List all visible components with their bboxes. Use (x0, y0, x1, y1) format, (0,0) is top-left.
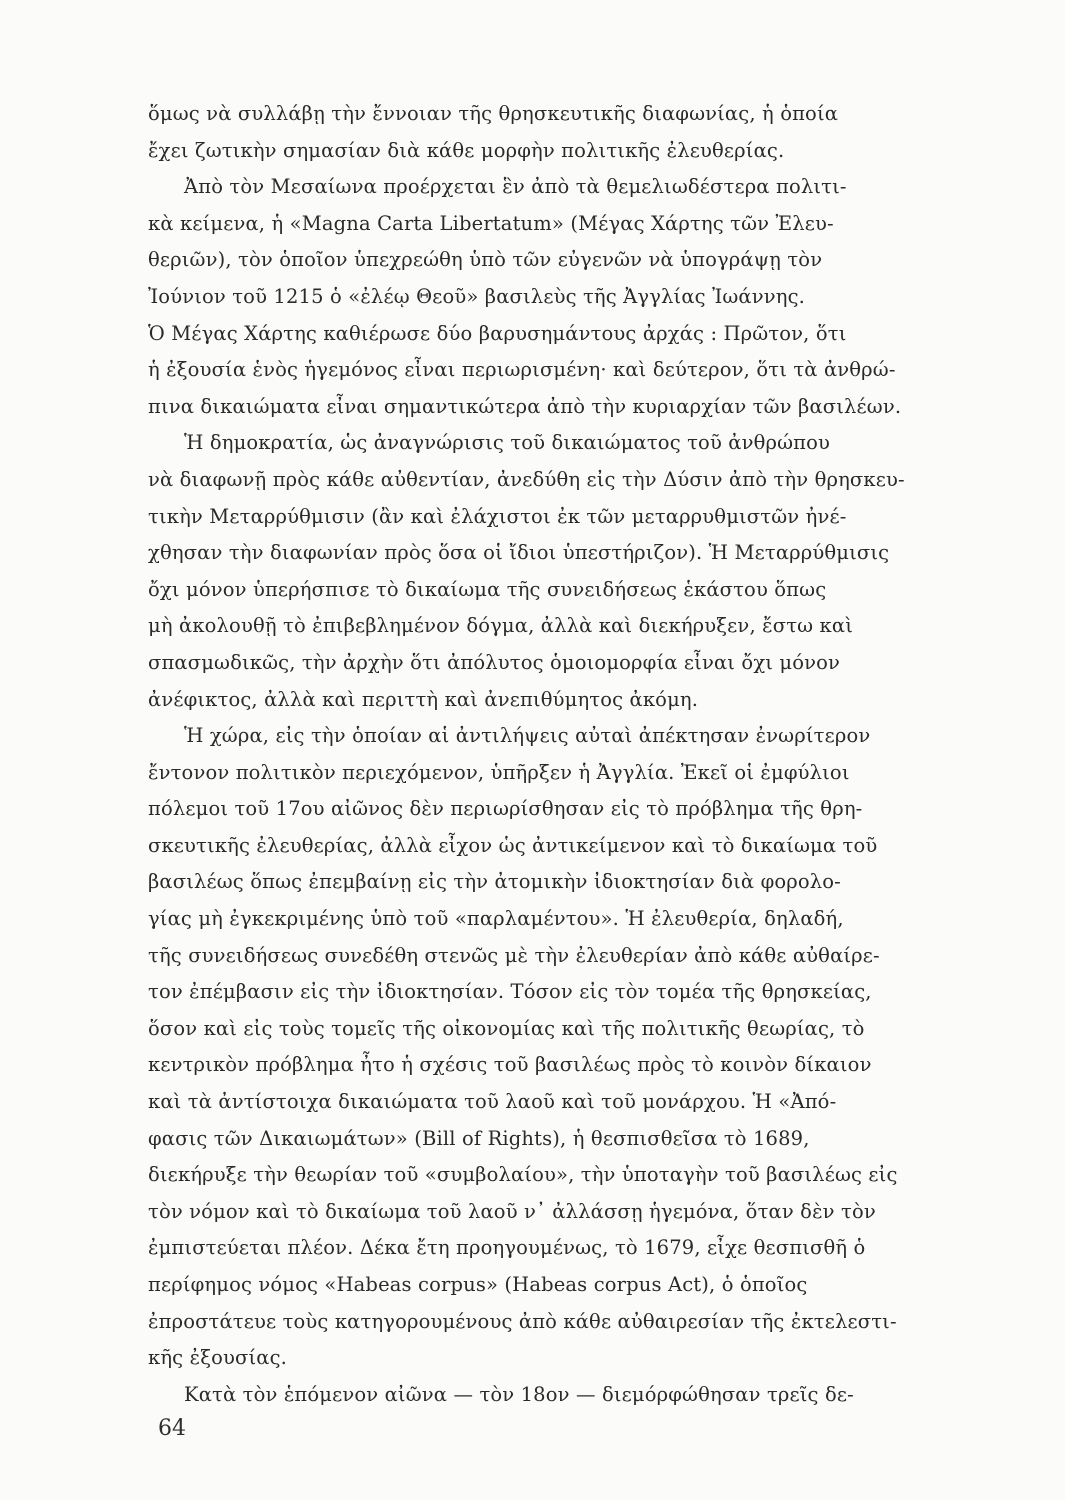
text-line: κεντρικὸν πρόβλημα ἦτο ἡ σχέσις τοῦ βασιλέως πρὸς τὸ κοινὸν δίκαιον (148, 1053, 872, 1077)
page-number: 64 (158, 1416, 186, 1441)
text-line: κῆς ἐξουσίας. (148, 1346, 287, 1370)
text-line: ὅσον καὶ εἰς τοὺς τομεῖς τῆς οἰκονομίας καὶ τῆς πολιτικῆς θεωρίας, τὸ (148, 1016, 865, 1040)
body-text (148, 96, 1006, 1413)
text-line: Ἀπὸ τὸν Μεσαίωνα προέρχεται ἓν ἀπὸ τὰ θεμελιωδέστερα πολιτι- (184, 175, 847, 199)
text-line: περίφημος νόμος «Habeas corpus» (Habeas corpus Act), ὁ ὁποῖος (148, 1273, 808, 1296)
text-line: γίας μὴ ἐγκεκριμένης ὑπὸ τοῦ «παρλαμέντου». Ἡ ἐλευθερία, δηλαδή, (148, 907, 844, 931)
text-line: φασις τῶν Δικαιωμάτων» (Bill of Rights), ἡ θεσπισθεῖσα τὸ 1689, (148, 1126, 810, 1150)
text-line: τον ἐπέμβασιν εἰς τὴν ἰδιοκτησίαν. Τόσον εἰς τὸν τομέα τῆς θρησκείας, (148, 980, 872, 1004)
text-line: ἐπροστάτευε τοὺς κατηγορουμένους ἀπὸ κάθε αὐθαιρεσίαν τῆς ἐκτελεστι- (148, 1309, 897, 1333)
text-line: τὸν νόμον καὶ τὸ δικαίωμα τοῦ λαοῦ ν᾿ ἀλλάσσῃ ἡγεμόνα, ὅταν δὲν τὸν (148, 1199, 876, 1223)
text-line: καὶ τὰ ἀντίστοιχα δικαιώματα τοῦ λαοῦ καὶ τοῦ μονάρχου. Ἡ «Ἀπό- (148, 1090, 837, 1114)
text-line: νὰ διαφωνῇ πρὸς κάθε αὐθεντίαν, ἀνεδύθη εἰς τὴν Δύσιν ἀπὸ τὴν θρησκευ- (148, 467, 905, 491)
text-line: σπασμωδικῶς, τὴν ἀρχὴν ὅτι ἀπόλυτος ὁμοιομορφία εἶναι ὄχι μόνον (148, 650, 841, 674)
text-line: ὄχι μόνον ὑπερήσπισε τὸ δικαίωμα τῆς συνειδήσεως ἑκάστου ὅπως (148, 577, 827, 601)
text-line: χθησαν τὴν διαφωνίαν πρὸς ὅσα οἱ ἴδιοι ὑπεστήριζον). Ἡ Μεταρρύθμισις (148, 541, 890, 565)
text-line: ἀνέφικτος, ἀλλὰ καὶ περιττὴ καὶ ἀνεπιθύμητος ἀκόμη. (148, 687, 699, 711)
text-line: διεκήρυξε τὴν θεωρίαν τοῦ «συμβολαίου», τὴν ὑποταγὴν τοῦ βασιλέως εἰς (148, 1163, 898, 1187)
text-line: Ἰούνιον τοῦ 1215 ὁ «ἐλέῳ Θεοῦ» βασιλεὺς τῆς Ἀγγλίας Ἰωάννης. (148, 284, 806, 308)
text-line: κὰ κείμενα, ἡ «Magna Carta Libertatum» (Μέγας Χάρτης τῶν Ἐλευ- (148, 211, 834, 235)
text-line: τῆς συνειδήσεως συνεδέθη στενῶς μὲ τὴν ἐλευθερίαν ἀπὸ κάθε αὐθαίρε- (148, 943, 880, 967)
text-line: Κατὰ τὸν ἑπόμενον αἰῶνα — τὸν 18ον — διεμόρφώθησαν τρεῖς δε- (184, 1382, 854, 1406)
text-line: μὴ ἀκολουθῇ τὸ ἐπιβεβλημένον δόγμα, ἀλλὰ καὶ διεκήρυξεν, ἔστω καὶ (148, 614, 853, 638)
text-line: Ἡ χώρα, εἰς τὴν ὁποίαν αἱ ἀντιλήψεις αὐταὶ ἀπέκτησαν ἐνωρίτερον (184, 724, 871, 748)
text-line: βασιλέως ὅπως ἐπεμβαίνῃ εἰς τὴν ἀτομικὴν ἰδιοκτησίαν διὰ φορολο- (148, 870, 841, 894)
text-line: ἐμπιστεύεται πλέον. Δέκα ἔτη προηγουμένως, τὸ 1679, εἶχε θεσπισθῆ ὁ (148, 1236, 866, 1260)
text-line: Ἡ δημοκρατία, ὡς ἀναγνώρισις τοῦ δικαιώματος τοῦ ἀνθρώπου (184, 431, 831, 455)
text-line: θεριῶν), τὸν ὁποῖον ὑπεχρεώθη ὑπὸ τῶν εὐγενῶν νὰ ὑπογράψῃ τὸν (148, 248, 823, 272)
text-line: ὅμως νὰ συλλάβῃ τὴν ἔννοιαν τῆς θρησκευτικῆς διαφωνίας, ἡ ὁποία (148, 102, 839, 125)
text-line: πόλεμοι τοῦ 17ου αἰῶνος δὲν περιωρίσθησαν εἰς τὸ πρόβλημα τῆς θρη- (148, 797, 863, 821)
text-line: ἡ ἐξουσία ἑνὸς ἡγεμόνος εἶναι περιωρισμένη· καὶ δεύτερον, ὅτι τὰ ἀνθρώ- (148, 358, 896, 382)
text-line: τικὴν Μεταρρύθμισιν (ἂν καὶ ἐλάχιστοι ἐκ τῶν μεταρρυθμιστῶν ἠνέ- (148, 504, 847, 528)
text-line: ἔχει ζωτικὴν σημασίαν διὰ κάθε μορφὴν πολιτικῆς ἐλευθερίας. (148, 138, 785, 162)
text-line: πινα δικαιώματα εἶναι σημαντικώτερα ἀπὸ τὴν κυριαρχίαν τῶν βασιλέων. (148, 394, 902, 418)
text-line: ἔντονον πολιτικὸν περιεχόμενον, ὑπῆρξεν ἡ Ἀγγλία. Ἐκεῖ οἱ ἐμφύλιοι (148, 760, 850, 784)
text-line: σκευτικῆς ἐλευθερίας, ἀλλὰ εἶχον ὡς ἀντικείμενον καὶ τὸ δικαίωμα τοῦ (148, 833, 878, 857)
text-line: Ὁ Μέγας Χάρτης καθιέρωσε δύο βαρυσημάντους ἀρχάς : Πρῶτον, ὅτι (148, 321, 847, 345)
